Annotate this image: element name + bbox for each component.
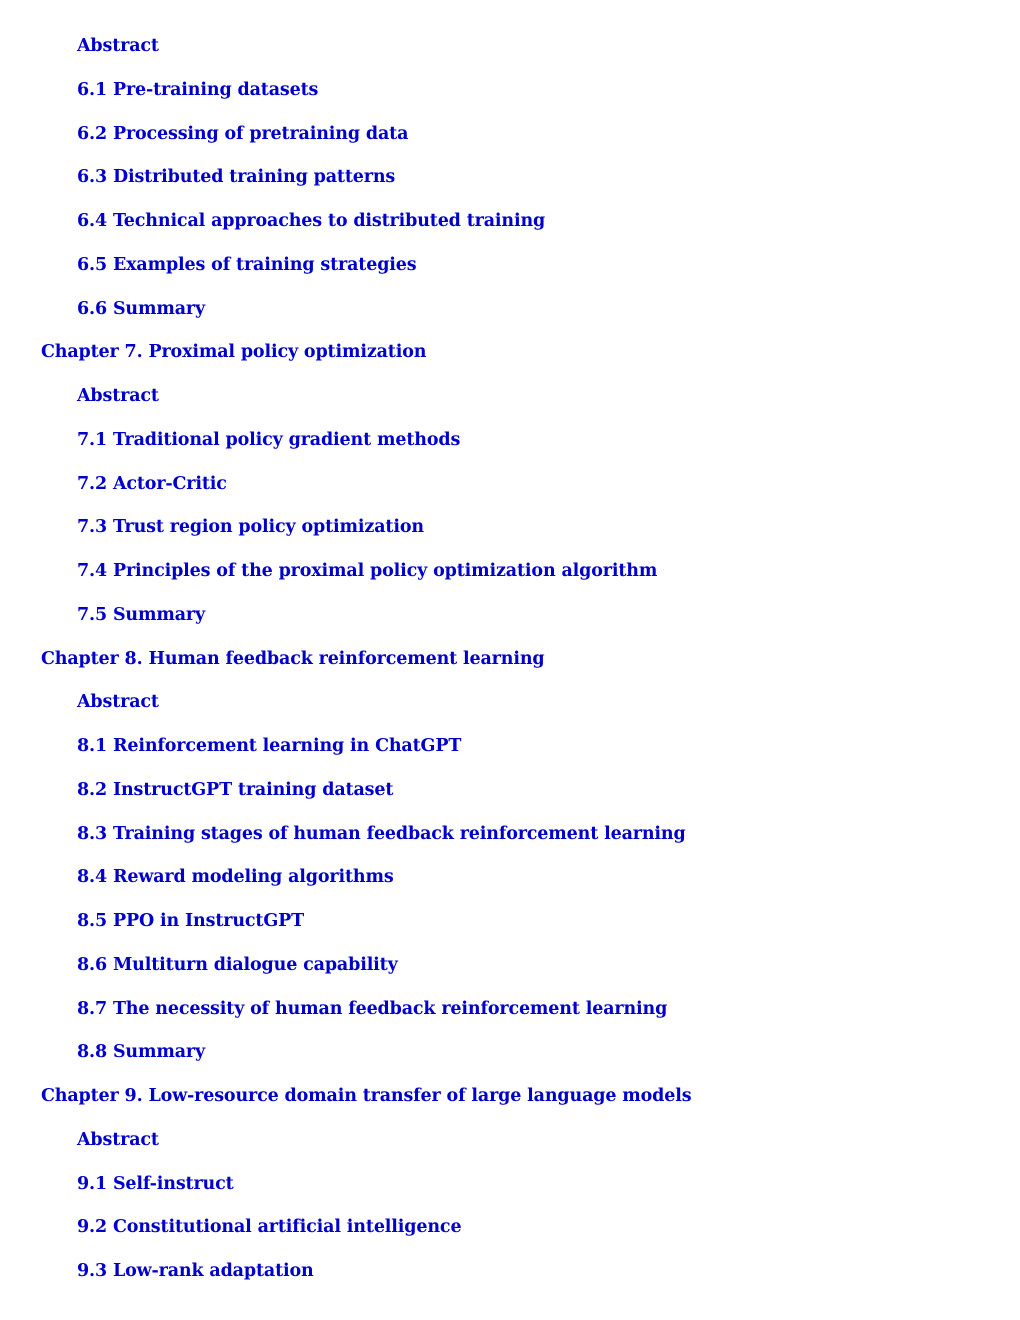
toc-link-6-3[interactable]: 6.3 Distributed training patterns (77, 167, 396, 188)
toc-link-6-2[interactable]: 6.2 Processing of pretraining data (77, 123, 409, 144)
toc-link-abstract-ch6[interactable]: Abstract (77, 36, 159, 56)
toc-link-6-5[interactable]: 6.5 Examples of training strategies (77, 254, 417, 275)
toc-link-8-7[interactable]: 8.7 The necessity of human feedback reinforcement learning (77, 998, 668, 1019)
toc-link-8-2[interactable]: 8.2 InstructGPT training dataset (77, 779, 394, 800)
toc-link-abstract-ch9[interactable]: Abstract (77, 1129, 159, 1150)
toc-link-8-8[interactable]: 8.8 Summary (77, 1042, 206, 1063)
toc-link-8-6[interactable]: 8.6 Multiturn dialogue capability (77, 954, 398, 975)
toc-link-7-5[interactable]: 7.5 Summary (77, 604, 206, 625)
toc-link-8-5[interactable]: 8.5 PPO in InstructGPT (77, 911, 305, 931)
toc-link-abstract-ch8[interactable]: Abstract (77, 692, 159, 713)
toc-link-9-1[interactable]: 9.1 Self-instruct (77, 1173, 234, 1194)
toc-link-6-1[interactable]: 6.1 Pre-training datasets (77, 79, 319, 100)
toc-link-8-4[interactable]: 8.4 Reward modeling algorithms (77, 867, 394, 888)
toc-link-7-3[interactable]: 7.3 Trust region policy optimization (77, 517, 424, 538)
toc-link-9-3[interactable]: 9.3 Low-rank adaptation (77, 1261, 314, 1281)
toc-link-6-4[interactable]: 6.4 Technical approaches to distributed training (77, 211, 546, 231)
toc-link-chapter-7[interactable]: Chapter 7. Proximal policy optimization (41, 342, 427, 363)
toc-link-9-2[interactable]: 9.2 Constitutional artificial intelligence (77, 1217, 462, 1238)
toc-link-chapter-9[interactable]: Chapter 9. Low-resource domain transfer of large language models (41, 1086, 692, 1106)
toc-link-7-2[interactable]: 7.2 Actor-Critic (77, 473, 227, 494)
toc-link-chapter-8[interactable]: Chapter 8. Human feedback reinforcement learning (41, 648, 545, 669)
toc-link-6-6[interactable]: 6.6 Summary (77, 298, 206, 319)
toc-link-7-1[interactable]: 7.1 Traditional policy gradient methods (77, 429, 461, 450)
toc-link-abstract-ch7[interactable]: Abstract (77, 386, 159, 406)
toc-link-7-4[interactable]: 7.4 Principles of the proximal policy optimization algorithm (77, 561, 658, 581)
toc-link-8-3[interactable]: 8.3 Training stages of human feedback reinforcement learning (77, 823, 686, 844)
toc-link-8-1[interactable]: 8.1 Reinforcement learning in ChatGPT (77, 736, 462, 756)
